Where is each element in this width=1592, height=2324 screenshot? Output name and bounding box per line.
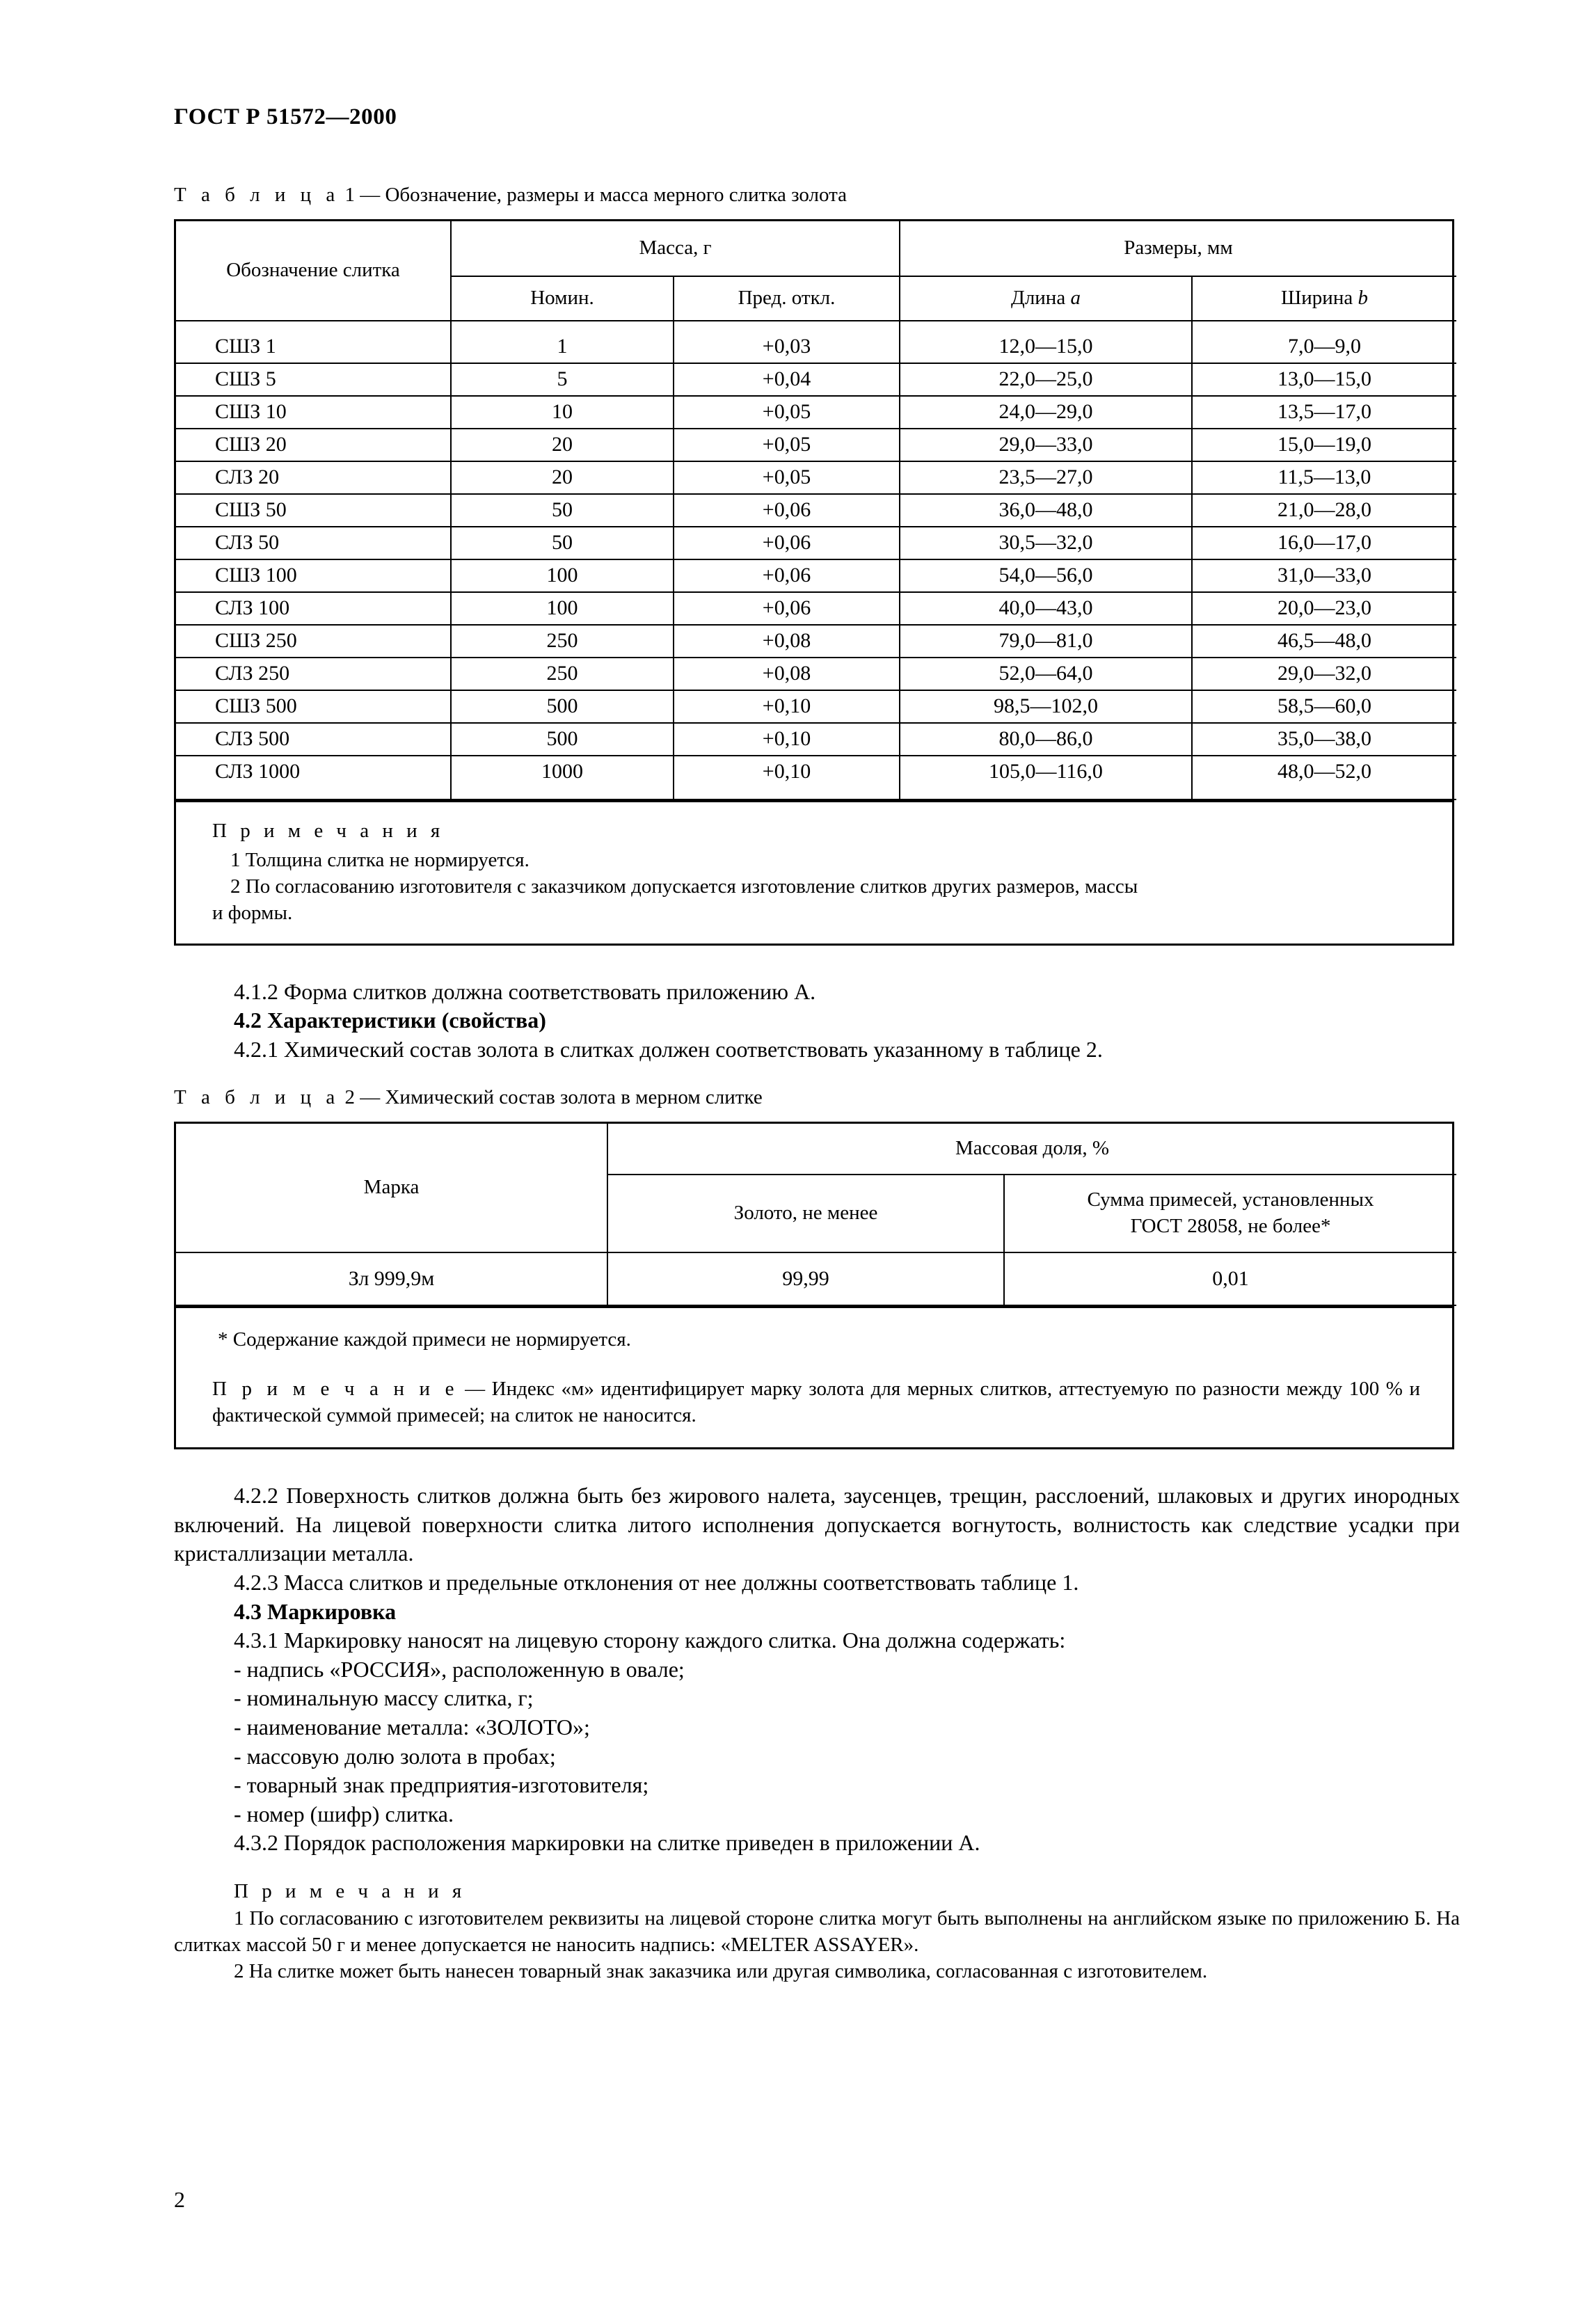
table1-cell-length: 29,0—33,0 xyxy=(900,429,1192,461)
table2 xyxy=(176,1124,1456,1306)
table2-body xyxy=(176,1252,1456,1305)
table1-caption-label: Т а б л и ц а xyxy=(174,184,340,207)
clause-4-2-3: 4.2.3 Масса слитков и предельные отклонения от нее должны соответствовать таблице 1. xyxy=(234,1570,1079,1595)
heading-4-3: 4.3 Маркировка xyxy=(234,1598,397,1624)
table1-cell-nominal: 50 xyxy=(451,527,674,559)
table1-cell-tolerance: +0,10 xyxy=(674,690,900,723)
list-item: - номер (шифр) слитка. xyxy=(234,1801,454,1826)
table1-body xyxy=(176,321,1456,799)
running-head: ГОСТ Р 51572—2000 xyxy=(174,104,397,129)
table1-cell-designation: СШЗ 5 xyxy=(176,363,451,396)
table1-cell-length: 40,0—43,0 xyxy=(900,592,1192,625)
table1-header-length xyxy=(900,276,1192,321)
table1-cell-tolerance: +0,06 xyxy=(674,527,900,559)
table1-cell-width: 48,0—52,0 xyxy=(1192,756,1456,799)
table1 xyxy=(176,221,1456,800)
bottom-notes-title: П р и м е ч а н и я xyxy=(234,1879,466,1902)
table1-cell-length: 12,0—15,0 xyxy=(900,321,1192,363)
table1-cell-designation: СЛЗ 250 xyxy=(176,658,451,690)
table1-cell-designation: СШЗ 500 xyxy=(176,690,451,723)
table1-cell-tolerance: +0,05 xyxy=(674,429,900,461)
table1-cell-width: 21,0—28,0 xyxy=(1192,494,1456,527)
bottom-notes xyxy=(174,1879,1460,1984)
bottom-note-2: 2 На слитке может быть нанесен товарный знак заказчика или другая символика, согласованная с изготовителем. xyxy=(234,1960,1208,1983)
table1-cell-tolerance: +0,03 xyxy=(674,321,900,363)
table-row xyxy=(176,321,1456,363)
table1-cell-tolerance: +0,06 xyxy=(674,494,900,527)
table1-note-1: 1 Толщина слитка не нормируется. xyxy=(230,848,530,871)
table1-container xyxy=(174,219,1454,946)
table2-note-text: Индекс «м» идентифицирует марку золота для мерных слитков, аттестуемую по разности между 100 % и фактической суммой примесей; на слиток не наносится. xyxy=(212,1377,1421,1427)
table2-caption xyxy=(174,1085,1460,1110)
table1-cell-nominal: 50 xyxy=(451,494,674,527)
table1-cell-width: 46,5—48,0 xyxy=(1192,625,1456,658)
table1-cell-nominal: 100 xyxy=(451,559,674,592)
table1-header-mass-group: Масса, г xyxy=(451,221,900,276)
table1-cell-nominal: 20 xyxy=(451,429,674,461)
table-row xyxy=(176,658,1456,690)
table1-cell-width: 13,5—17,0 xyxy=(1192,396,1456,429)
table-row xyxy=(176,527,1456,559)
table1-cell-nominal: 1 xyxy=(451,321,674,363)
table1-notes xyxy=(176,800,1452,944)
table1-cell-designation: СШЗ 100 xyxy=(176,559,451,592)
table1-caption-dash: — xyxy=(360,184,381,207)
table1-cell-tolerance: +0,05 xyxy=(674,396,900,429)
table1-cell-length: 23,5—27,0 xyxy=(900,461,1192,494)
table2-header-gold: Золото, не менее xyxy=(607,1175,1004,1252)
page-number: 2 xyxy=(174,2187,185,2212)
table-row xyxy=(176,494,1456,527)
table2-note-title: П р и м е ч а н и е xyxy=(212,1377,459,1400)
table2-header-impurities xyxy=(1004,1175,1456,1252)
table-row xyxy=(176,756,1456,799)
table-row xyxy=(176,690,1456,723)
table1-cell-nominal: 100 xyxy=(451,592,674,625)
table1-cell-length: 80,0—86,0 xyxy=(900,723,1192,756)
table2-cell-impurities: 0,01 xyxy=(1004,1252,1456,1305)
table1-cell-tolerance: +0,10 xyxy=(674,723,900,756)
table1-cell-length: 79,0—81,0 xyxy=(900,625,1192,658)
table1-notes-title: П р и м е ч а н и я xyxy=(212,819,445,842)
table2-container xyxy=(174,1122,1454,1450)
table1-cell-nominal: 5 xyxy=(451,363,674,396)
table1-header-tolerance: Пред. откл. xyxy=(674,276,900,321)
table2-header-row-1 xyxy=(176,1124,1456,1175)
table1-cell-nominal: 500 xyxy=(451,690,674,723)
table1-cell-length: 22,0—25,0 xyxy=(900,363,1192,396)
table2-caption-title: Химический состав золота в мерном слитке xyxy=(385,1086,763,1109)
heading-4-2: 4.2 Характеристики (свойства) xyxy=(234,1008,546,1033)
clause-4-3-2: 4.3.2 Порядок расположения маркировки на слитке приведен в приложении А. xyxy=(234,1830,980,1856)
clause-4-2-2: 4.2.2 Поверхность слитков должна быть без жирового налета, заусенцев, трещин, расслоений, шлаковых и других инородных включений. На лицевой поверхности слитка литого исполнения допускается вогнутость, волнистость как следствие усадки при кристаллизации металла. xyxy=(174,1483,1460,1566)
table1-cell-designation: СЛЗ 20 xyxy=(176,461,451,494)
table1-header-designation: Обозначение слитка xyxy=(176,221,451,321)
table1-note-2-line1: 2 По согласованию изготовителя с заказчиком допускается изготовление слитков других размеров, массы xyxy=(230,875,1138,898)
table1-note-2-line2: и формы. xyxy=(212,902,293,925)
table1-cell-designation: СШЗ 250 xyxy=(176,625,451,658)
table1-cell-width: 20,0—23,0 xyxy=(1192,592,1456,625)
table1-caption-title: Обозначение, размеры и масса мерного слитка золота xyxy=(385,184,847,207)
table1-cell-nominal: 1000 xyxy=(451,756,674,799)
table1-header-length-text: Длина xyxy=(1011,287,1066,310)
list-item: - номинальную массу слитка, г; xyxy=(234,1685,534,1711)
table1-cell-length: 98,5—102,0 xyxy=(900,690,1192,723)
table1-cell-width: 29,0—32,0 xyxy=(1192,658,1456,690)
table1-header-width-symbol: b xyxy=(1358,287,1368,310)
table2-header-mass-fraction: Массовая доля, % xyxy=(607,1124,1456,1175)
list-item: - массовую долю золота в пробах; xyxy=(234,1743,556,1769)
table1-header-nominal: Номин. xyxy=(451,276,674,321)
table1-cell-designation: СШЗ 50 xyxy=(176,494,451,527)
list-item: - наименование металла: «ЗОЛОТО»; xyxy=(234,1714,590,1740)
table-row xyxy=(176,625,1456,658)
table1-cell-designation: СЛЗ 500 xyxy=(176,723,451,756)
table1-cell-width: 31,0—33,0 xyxy=(1192,559,1456,592)
table1-cell-width: 7,0—9,0 xyxy=(1192,321,1456,363)
table-row xyxy=(176,429,1456,461)
table-row xyxy=(176,461,1456,494)
table1-header-row-1 xyxy=(176,221,1456,276)
table1-cell-tolerance: +0,08 xyxy=(674,658,900,690)
table2-header-grade: Марка xyxy=(176,1124,607,1252)
table1-cell-width: 35,0—38,0 xyxy=(1192,723,1456,756)
table1-cell-length: 30,5—32,0 xyxy=(900,527,1192,559)
table1-caption xyxy=(174,182,1460,207)
table1-cell-width: 58,5—60,0 xyxy=(1192,690,1456,723)
table2-cell-gold: 99,99 xyxy=(607,1252,1004,1305)
table1-cell-designation: СЛЗ 100 xyxy=(176,592,451,625)
table-row xyxy=(176,559,1456,592)
table1-header-width xyxy=(1192,276,1456,321)
table1-cell-tolerance: +0,08 xyxy=(674,625,900,658)
table2-header-impurities-line2: ГОСТ 28058, не более* xyxy=(1130,1214,1331,1237)
clause-4-1-2: 4.1.2 Форма слитков должна соответствовать приложению А. xyxy=(234,978,816,1004)
table1-cell-length: 54,0—56,0 xyxy=(900,559,1192,592)
table1-cell-length: 24,0—29,0 xyxy=(900,396,1192,429)
table-row xyxy=(176,396,1456,429)
table1-cell-tolerance: +0,05 xyxy=(674,461,900,494)
table1-cell-width: 11,5—13,0 xyxy=(1192,461,1456,494)
table1-cell-tolerance: +0,06 xyxy=(674,592,900,625)
bottom-note-1: 1 По согласованию с изготовителем реквизиты на лицевой стороне слитка могут быть выполнены на английском языке по приложению Б. На слитках массой 50 г и менее допускается не наносить надпись: «MELTER ASSAYER». xyxy=(174,1907,1460,1956)
table1-cell-width: 13,0—15,0 xyxy=(1192,363,1456,396)
table1-cell-length: 36,0—48,0 xyxy=(900,494,1192,527)
table2-footnote: * Содержание каждой примеси не нормируется. xyxy=(176,1306,1452,1360)
table1-header-dims-group: Размеры, мм xyxy=(900,221,1456,276)
marking-bullet-list xyxy=(174,1655,1460,1829)
table1-cell-tolerance: +0,06 xyxy=(674,559,900,592)
list-item: - товарный знак предприятия-изготовителя; xyxy=(234,1772,649,1798)
table1-cell-tolerance: +0,10 xyxy=(674,756,900,799)
table-row xyxy=(176,592,1456,625)
table1-header-width-text: Ширина xyxy=(1281,287,1353,310)
table2-caption-dash: — xyxy=(360,1086,381,1109)
table2-caption-label: Т а б л и ц а xyxy=(174,1086,340,1109)
table1-cell-tolerance: +0,04 xyxy=(674,363,900,396)
table1-cell-nominal: 20 xyxy=(451,461,674,494)
table1-cell-designation: СШЗ 1 xyxy=(176,321,451,363)
table2-cell-grade: Зл 999,9м xyxy=(176,1252,607,1305)
table-row xyxy=(176,1252,1456,1305)
table1-caption-number: 1 xyxy=(344,184,355,207)
table2-note-dash: — xyxy=(465,1377,486,1400)
table1-cell-width: 15,0—19,0 xyxy=(1192,429,1456,461)
table1-cell-designation: СЛЗ 1000 xyxy=(176,756,451,799)
clause-4-3-1: 4.3.1 Маркировку наносят на лицевую сторону каждого слитка. Она должна содержать: xyxy=(234,1627,1066,1653)
table1-cell-length: 52,0—64,0 xyxy=(900,658,1192,690)
table2-caption-number: 2 xyxy=(344,1086,355,1109)
table1-cell-nominal: 10 xyxy=(451,396,674,429)
table1-cell-designation: СШЗ 20 xyxy=(176,429,451,461)
table2-note xyxy=(176,1360,1452,1448)
table-row xyxy=(176,363,1456,396)
clause-4-2-1: 4.2.1 Химический состав золота в слитках должен соответствовать указанному в таблице 2. xyxy=(234,1036,1103,1062)
table1-cell-nominal: 250 xyxy=(451,625,674,658)
list-item: - надпись «РОССИЯ», расположенную в овале; xyxy=(234,1656,685,1682)
table2-header-impurities-line1: Сумма примесей, установленных xyxy=(1087,1188,1374,1211)
table1-header-length-symbol: a xyxy=(1070,287,1081,310)
table1-cell-designation: СЛЗ 50 xyxy=(176,527,451,559)
table1-cell-width: 16,0—17,0 xyxy=(1192,527,1456,559)
table1-cell-designation: СШЗ 10 xyxy=(176,396,451,429)
table1-cell-nominal: 250 xyxy=(451,658,674,690)
table-row xyxy=(176,723,1456,756)
table1-cell-length: 105,0—116,0 xyxy=(900,756,1192,799)
table1-cell-nominal: 500 xyxy=(451,723,674,756)
